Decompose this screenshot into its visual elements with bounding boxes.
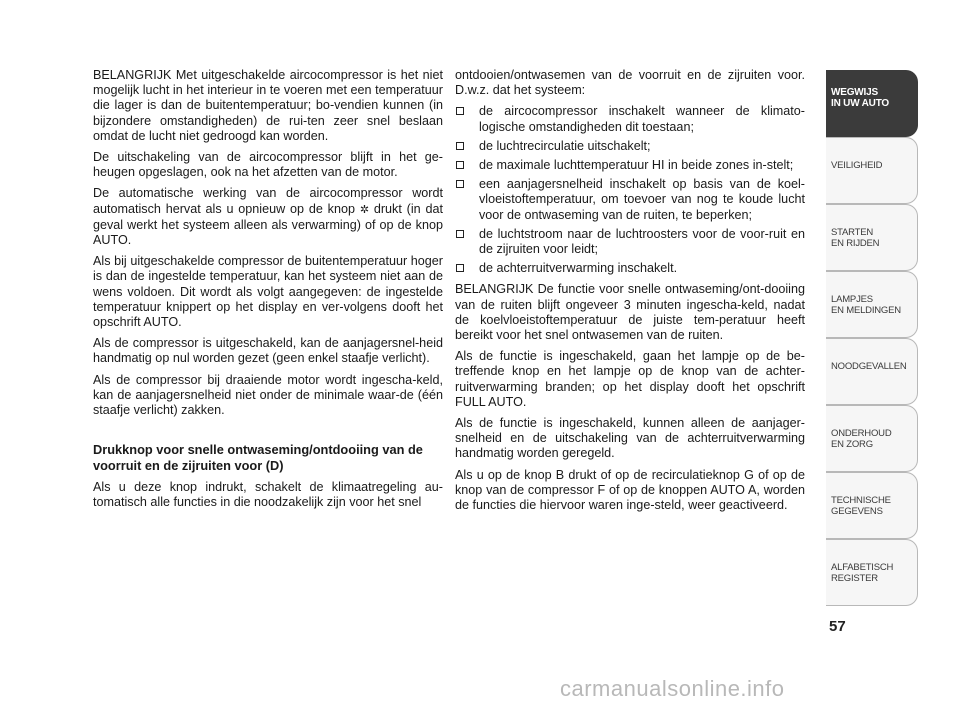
list-item: de maximale luchttemperatuur HI in beide zones in-stelt; (455, 158, 805, 173)
list-item: de luchtstroom naar de luchtroosters voor de voor-ruit en de zijruiten voor leidt; (455, 227, 805, 257)
tab-label: NOODGEVALLEN (831, 361, 907, 372)
tab-label-line2: GEGEVENS (831, 506, 883, 517)
tab-label-line2: EN RIJDEN (831, 238, 880, 249)
paragraph-important-compressor: BELANGRIJK Met uitgeschakelde aircocompressor is het niet mogelijk lucht in het interieur in te voeren met een temperatuur die lager is dan de buitentemperatuur; bo-vendien kunnen (in bijzondere omstandigheden) de rui-ten zeer snel beslaan omdat de lucht niet gedroogd kan worden. (93, 68, 443, 143)
list-item: de aircocompressor inschakelt wanneer de klimato-logische omstandigheden dit toestaan; (455, 104, 805, 134)
tab-label-line2: EN ZORG (831, 439, 873, 450)
paragraph-manual-control: Als de functie is ingeschakeld, kunnen alleen de aanjager-snelheid en de uitschakeling van de achterruitverwarming handmatig worden geregeld. (455, 416, 805, 461)
paragraph-outside-temperature: Als bij uitgeschakelde compressor de buitentemperatuur hoger is dan de ingestelde temperatuur, kan het systeem niet aan de wens voldoen. Dit wordt als volgt aangegeven: de ingestelde temperatuur knippert op het display en ver-volgens dooft het opschrift AUTO. (93, 254, 443, 330)
tab-label: ALFABETISCH (831, 562, 894, 573)
tab-label: TECHNISCHE (831, 495, 891, 506)
paragraph-important-defrost-duration: BELANGRIJK De functie voor snelle ontwaseming/ont-dooiing van de ruiten blijft ongeveer 3 minuten ingescha-keld, nadat de koelvloeistoftemperatuur de juiste tem-peratuur heeft bereikt voor het snel ontwasemen van de ruiten. (455, 282, 805, 343)
paragraph-auto-restore-part1: De automatische werking van de aircocompressor wordt automatisch hervat als u opnieuw op de knop (93, 186, 443, 216)
tab-label: WEGWIJS (831, 87, 878, 98)
tab-label: ONDERHOUD (831, 428, 892, 439)
paragraph-reactivate: Als u op de knop B drukt of op de recirculatieknop G of op de knop van de compressor F of op de knoppen AUTO A, worden de functies die hiervoor waren inge-steld, weer geactiveerd. (455, 467, 805, 513)
paragraph-memory: De uitschakeling van de aircocompressor blijft in het ge-heugen opgeslagen, ook na het afzetten van de motor. (93, 150, 443, 180)
left-column (93, 68, 443, 517)
paragraph-auto-restore-part2: drukt (in dat geval werkt het systeem alleen als verwarming) of op de knop AUTO. (93, 201, 443, 248)
paragraph-auto-restore (93, 186, 443, 248)
paragraph-lamps: Als de functie is ingeschakeld, gaan het lampje op de be-treffende knop en het lampje op de knop van de achter-ruitverwarming branden; op het display dooft het opschrift FULL AUTO. (455, 349, 805, 409)
list-item: de luchtrecirculatie uitschakelt; (455, 139, 805, 154)
snowflake-icon: ✲ (359, 203, 370, 216)
chapter-tabs (826, 70, 918, 606)
list-item: de achterruitverwarming inschakelt. (455, 261, 805, 276)
tab-technische-gegevens[interactable] (826, 472, 918, 539)
tab-label: VEILIGHEID (831, 160, 883, 171)
section-heading-defrost: Drukknop voor snelle ontwaseming/ontdooiing van de voorruit en de zijruiten voor (D) (93, 442, 423, 474)
tab-starten[interactable] (826, 204, 918, 271)
tab-label: STARTEN (831, 227, 874, 238)
watermark: carmanualsonline.info (560, 676, 785, 701)
paragraph-defrost-continued: ontdooien/ontwasemen van de voorruit en de zijruiten voor. D.w.z. dat het systeem: (455, 68, 805, 98)
tab-label: LAMPJES (831, 294, 873, 305)
tab-onderhoud[interactable] (826, 405, 918, 472)
page-number: 57 (829, 618, 846, 635)
tab-lampjes[interactable] (826, 271, 918, 338)
tab-alfabetisch-register[interactable] (826, 539, 918, 606)
tab-wegwijs[interactable] (826, 70, 918, 137)
list-item: een aanjagersnelheid inschakelt op basis van de koel-vloeistoftemperatuur, om toevoer van nog te koude lucht voor de ontwaseming van de ruiten, te beperken; (455, 177, 805, 223)
tab-veiligheid[interactable] (826, 137, 918, 204)
defrost-function-list (455, 104, 805, 276)
paragraph-fan-zero: Als de compressor is uitgeschakeld, kan de aanjagersnel-heid handmatig op nul worden gezet (geen enkel staafje verlicht). (93, 336, 443, 366)
tab-label-line2: IN UW AUTO (831, 98, 889, 109)
right-column (455, 68, 805, 519)
tab-label-line2: REGISTER (831, 573, 878, 584)
paragraph-defrost-intro: Als u deze knop indrukt, schakelt de klimaatregeling au-tomatisch alle functies in die noodzakelijk zijn voor het snel (93, 480, 443, 510)
tab-label-line2: EN MELDINGEN (831, 305, 901, 316)
paragraph-fan-minimum: Als de compressor bij draaiende motor wordt ingescha-keld, kan de aanjagersnelheid niet onder de minimale waar-de (één staafje verlicht) zakken. (93, 372, 443, 418)
tab-noodgevallen[interactable] (826, 338, 918, 405)
